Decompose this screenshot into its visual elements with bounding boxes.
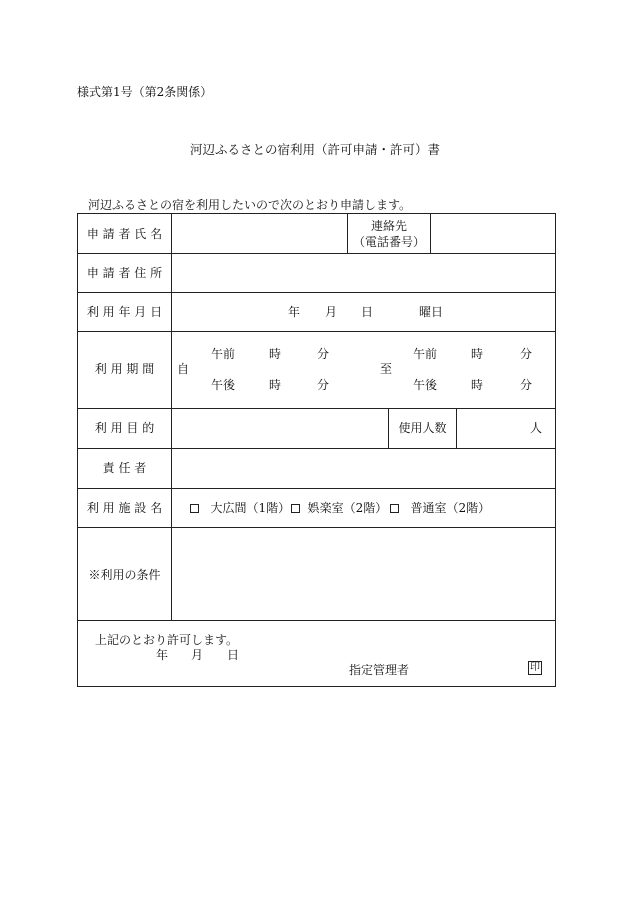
from-am-minute: 分 <box>317 347 330 361</box>
from-pm: 午後 <box>211 378 236 392</box>
applicant-address-label: 申 請 者 住 所 <box>86 266 163 280</box>
to-am-minute: 分 <box>520 347 533 361</box>
seal-mark: 印 <box>530 662 540 673</box>
from-am-hour: 時 <box>269 347 282 361</box>
purpose-field[interactable] <box>172 409 388 448</box>
approval-year: 年 <box>156 648 169 662</box>
period-from: 自 <box>177 362 190 376</box>
application-form-table <box>77 213 556 687</box>
designated-manager-label: 指定管理者 <box>349 663 410 677</box>
conditions-label: ※利用の条件 <box>88 568 161 582</box>
purpose-label: 利 用 目 的 <box>94 421 155 435</box>
to-am: 午前 <box>413 347 438 361</box>
contact-label-phone: （電話番号） <box>352 235 425 249</box>
facility-label: 利 用 施 設 名 <box>86 501 163 515</box>
from-pm-minute: 分 <box>317 378 330 392</box>
facility-option-hall[interactable] <box>190 502 290 514</box>
to-pm-minute: 分 <box>520 378 533 392</box>
date-year-unit: 年 <box>288 305 301 319</box>
intro-text: 河辺ふるさとの宿を利用したいので次のとおり申請します。 <box>88 198 412 212</box>
applicant-name-field[interactable] <box>172 214 347 253</box>
date-month-unit: 月 <box>325 305 338 319</box>
checkbox-icon[interactable] <box>190 504 199 513</box>
from-am: 午前 <box>211 347 236 361</box>
facility-option-label: 娯楽室（2階） <box>307 501 388 515</box>
applicant-address-field[interactable] <box>172 254 556 292</box>
num-users-label: 使用人数 <box>398 421 447 435</box>
facility-option-recreation[interactable] <box>291 502 387 514</box>
use-period-label: 利 用 期 間 <box>94 362 155 376</box>
contact-phone-field[interactable] <box>431 214 556 253</box>
form-title: 河辺ふるさとの宿利用（許可申請・許可）書 <box>189 142 440 157</box>
date-day-unit: 日 <box>361 305 374 319</box>
approval-month: 月 <box>191 648 204 662</box>
checkbox-icon[interactable] <box>291 504 300 513</box>
approval-day: 日 <box>227 648 240 662</box>
to-am-hour: 時 <box>471 347 484 361</box>
facility-option-label: 普通室（2階） <box>410 501 491 515</box>
approval-text: 上記のとおり許可します。 <box>95 633 239 647</box>
persons-unit: 人 <box>530 421 543 435</box>
checkbox-icon[interactable] <box>390 504 399 513</box>
from-pm-hour: 時 <box>269 378 282 392</box>
facility-option-label: 大広間（1階） <box>210 501 291 515</box>
period-to: 至 <box>380 362 393 376</box>
responsible-label: 責 任 者 <box>102 461 147 475</box>
to-pm-hour: 時 <box>471 378 484 392</box>
date-weekday-unit: 曜日 <box>419 305 444 319</box>
use-date-label: 利 用 年 月 日 <box>86 305 163 319</box>
conditions-field[interactable] <box>172 528 556 620</box>
facility-option-standard[interactable] <box>390 502 490 514</box>
form-number: 様式第1号（第2条関係） <box>77 85 213 99</box>
contact-label: 連絡先 <box>370 219 407 233</box>
applicant-name-label: 申 請 者 氏 名 <box>86 227 163 241</box>
responsible-field[interactable] <box>172 449 556 488</box>
to-pm: 午後 <box>413 378 438 392</box>
